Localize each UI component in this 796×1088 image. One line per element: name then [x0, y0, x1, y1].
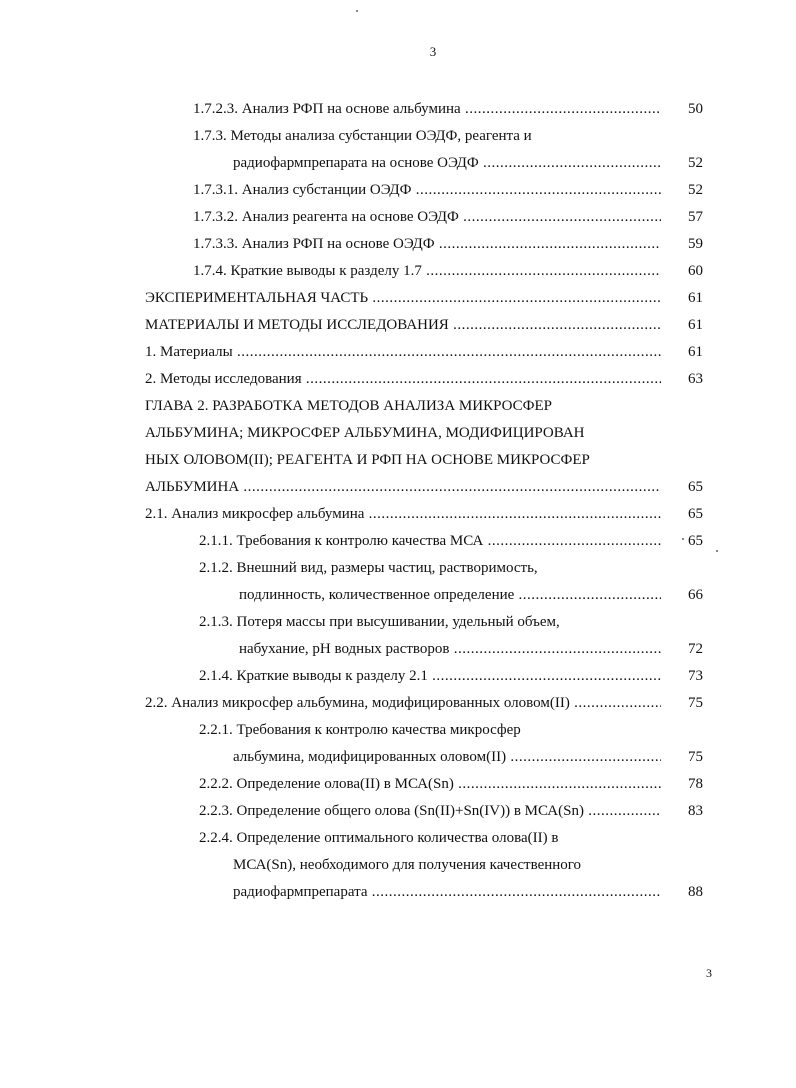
- toc-entry-page: 75: [688, 749, 703, 765]
- toc-entry: [193, 177, 796, 204]
- toc-entry-page: 60: [688, 263, 703, 279]
- toc-entry: [193, 96, 796, 123]
- toc-entry-title: 1.7.2.3. Анализ РФП на основе альбумина .....: [193, 96, 661, 123]
- toc-entry-title: 1.7.3.1. Анализ субстанции ОЭДФ .....: [193, 177, 661, 204]
- toc-entry-title: ЭКСПЕРИМЕНТАЛЬНАЯ ЧАСТЬ .....: [145, 285, 661, 312]
- toc-entry: [145, 501, 796, 528]
- toc-entry-title: 1.7.4. Краткие выводы к разделу 1.7 .....: [193, 258, 661, 285]
- toc-entry-title: 1.7.3.2. Анализ реагента на основе ОЭДФ .....: [193, 204, 661, 231]
- scan-speck: [682, 538, 684, 540]
- toc-entry: [145, 690, 796, 717]
- toc-entry-title: 2.2.1. Требования к контролю качества микросфер: [199, 722, 521, 738]
- toc-entry: [193, 231, 796, 258]
- toc-entry-title: 2.1.3. Потеря массы при высушивании, удельный объем,: [199, 614, 560, 630]
- toc-entry-title: 2.2.4. Определение оптимального количества олова(II) в: [199, 830, 559, 846]
- toc-entry-page: 83: [688, 803, 703, 819]
- toc-entry-page: 88: [688, 884, 703, 900]
- toc-entry: [145, 474, 796, 501]
- toc-entry-page: 57: [688, 209, 703, 225]
- toc-entry-title: 2. Методы исследования .....: [145, 366, 661, 393]
- toc-entry: [233, 744, 796, 771]
- scan-speck: [356, 10, 358, 12]
- toc-entry: [199, 798, 796, 825]
- toc-entry-title: НЫХ ОЛОВОМ(II); РЕАГЕНТА И РФП НА ОСНОВЕ МИКРОСФЕР: [145, 452, 590, 468]
- toc-entry: [233, 150, 796, 177]
- toc-entry: [193, 204, 796, 231]
- toc-entry: [199, 609, 796, 636]
- toc-entry-title: АЛЬБУМИНА; МИКРОСФЕР АЛЬБУМИНА, МОДИФИЦИРОВАН: [145, 425, 585, 441]
- toc-entry-title: 2.2.3. Определение общего олова (Sn(II)+Sn(IV)) в МСА(Sn) .....: [199, 798, 661, 825]
- toc-entry: [199, 663, 796, 690]
- toc-entry: [199, 771, 796, 798]
- toc-entry: [145, 339, 796, 366]
- toc-entry-title: радиофармпрепарата .....: [233, 879, 661, 906]
- toc-entry-title: набухание, рН водных растворов .....: [239, 636, 661, 663]
- toc-entry-title: ГЛАВА 2. РАЗРАБОТКА МЕТОДОВ АНАЛИЗА МИКРОСФЕР: [145, 398, 552, 414]
- toc-entry-title: 2.1.2. Внешний вид, размеры частиц, растворимость,: [199, 560, 538, 576]
- toc-entry: [239, 582, 796, 609]
- toc-entry: [199, 717, 796, 744]
- toc-entry-page: 50: [688, 101, 703, 117]
- scan-speck: [716, 550, 718, 552]
- toc-entry-title: 1.7.3. Методы анализа субстанции ОЭДФ, реагента и: [193, 128, 532, 144]
- toc-entry-title: МАТЕРИАЛЫ И МЕТОДЫ ИССЛЕДОВАНИЯ .....: [145, 312, 661, 339]
- toc-entry-page: 72: [688, 641, 703, 657]
- toc-entry: [145, 312, 796, 339]
- toc-entry-page: 52: [688, 182, 703, 198]
- toc-entry-page: 75: [688, 695, 703, 711]
- toc-entry-page: 61: [688, 317, 703, 333]
- toc-entry-title: МСА(Sn), необходимого для получения качественного: [233, 857, 582, 873]
- toc-entry-page: 63: [688, 371, 703, 387]
- toc-entry: [145, 420, 796, 447]
- toc-entry-page: 61: [688, 344, 703, 360]
- toc-entry-page: 66: [688, 587, 703, 603]
- toc-entry: [145, 447, 796, 474]
- toc-entry-title: АЛЬБУМИНА .....: [145, 474, 661, 501]
- page-number-top: 3: [429, 44, 437, 59]
- toc-entry-page: 65: [688, 506, 703, 522]
- page-number-bottom: 3: [706, 966, 712, 980]
- toc-entry-title: 2.1. Анализ микросфер альбумина .....: [145, 501, 661, 528]
- toc-entry-title: 2.2.2. Определение олова(II) в МСА(Sn) .....: [199, 771, 661, 798]
- toc-entry-page: 65: [688, 533, 703, 549]
- toc-entry: [233, 852, 796, 879]
- toc-entry-page: 78: [688, 776, 703, 792]
- toc-entry-title: 2.1.4. Краткие выводы к разделу 2.1 .....: [199, 663, 661, 690]
- toc-entry-title: 1.7.3.3. Анализ РФП на основе ОЭДФ .....: [193, 231, 661, 258]
- toc-entry-page: 61: [688, 290, 703, 306]
- toc-entry: [145, 366, 796, 393]
- toc-entry-page: 52: [688, 155, 703, 171]
- table-of-contents: [0, 96, 796, 906]
- toc-entry-title: 2.2. Анализ микросфер альбумина, модифицированных оловом(II) .....: [145, 690, 661, 717]
- toc-entry: [145, 285, 796, 312]
- toc-entry: [199, 528, 796, 555]
- toc-entry-title: 1. Материалы .....: [145, 339, 661, 366]
- toc-entry: [199, 555, 796, 582]
- toc-entry: [233, 879, 796, 906]
- toc-entry: [193, 123, 796, 150]
- toc-entry: [199, 825, 796, 852]
- toc-entry-title: 2.1.1. Требования к контролю качества МСА .....: [199, 528, 661, 555]
- toc-entry-page: 73: [688, 668, 703, 684]
- toc-entry-title: радиофармпрепарата на основе ОЭДФ .....: [233, 150, 661, 177]
- toc-entry-page: 65: [688, 479, 703, 495]
- toc-entry-title: подлинность, количественное определение .....: [239, 582, 661, 609]
- toc-entry-page: 59: [688, 236, 703, 252]
- toc-entry: [193, 258, 796, 285]
- toc-entry: [239, 636, 796, 663]
- toc-entry: [145, 393, 796, 420]
- toc-entry-title: альбумина, модифицированных оловом(II) .....: [233, 744, 661, 771]
